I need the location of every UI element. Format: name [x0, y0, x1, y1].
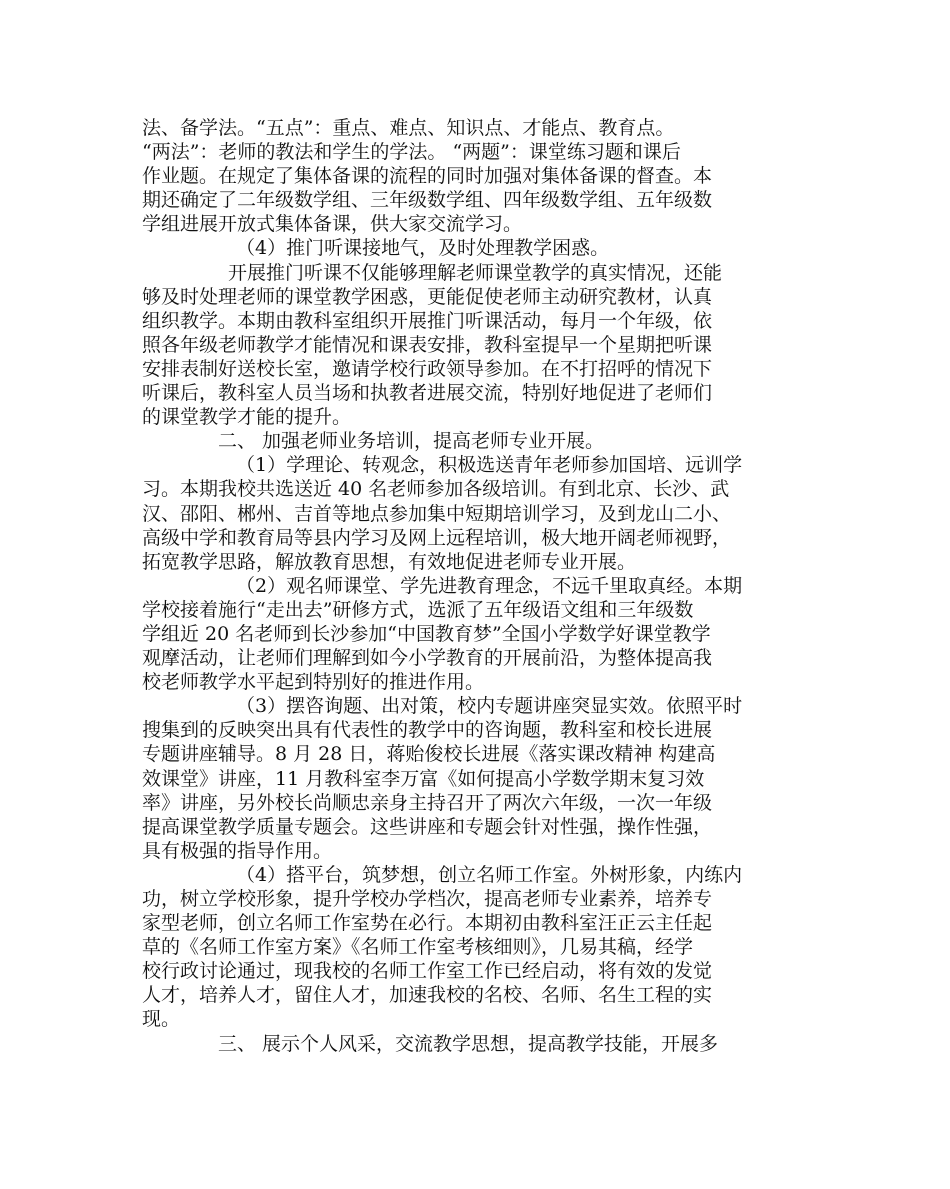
- text-line: 具有极强的指导作用。: [142, 839, 333, 862]
- document-page: [142, 116, 822, 1056]
- text-line: （1）学理论、转观念，积极选送青年老师参加国培、远训学: [236, 454, 743, 477]
- text-line: 家型老师，创立名师工作室势在必行。本期初由教科室汪正云主任起: [142, 912, 713, 935]
- text-line: 草的《名师工作室方案》《名师工作室考核细则》，几易其稿，经学: [142, 936, 694, 959]
- text-line: 高级中学和教育局等县内学习及网上远程培训，极大地开阔老师视野，: [142, 526, 732, 549]
- text-line: 学组进展开放式集体备课，供大家交流学习。: [142, 213, 523, 236]
- text-line: 提高课堂教学质量专题会。这些讲座和专题会针对性强，操作性强，: [142, 815, 713, 838]
- text-line: 人才，培养人才，留住人才，加速我校的名校、名师、名生工程的实: [142, 984, 713, 1007]
- text-line: 照各年级老师教学才能情况和课表安排，教科室提早一个星期把听课: [142, 333, 713, 356]
- text-line: 二、 加强老师业务培训，提高老师专业开展。: [218, 430, 605, 453]
- text-line: 学校接着施行“走出去”研修方式，选派了五年级语文组和三年级数: [142, 598, 694, 621]
- text-line: （4）搭平台，筑梦想，创立名师工作室。外树形象，内练内: [236, 863, 743, 886]
- text-line: 观摩活动，让老师们理解到如今小学教育的开展前沿，为整体提高我: [142, 647, 713, 670]
- text-line: 搜集到的反映突出具有代表性的教学中的咨询题，教科室和校长进展: [142, 719, 713, 742]
- text-line: 习。本期我校共选送近 40 名老师参加各级培训。有到北京、长沙、武: [142, 478, 730, 501]
- text-line: 效课堂》讲座，11 月教科室李万富《如何提高小学数学期末复习效: [142, 767, 705, 790]
- text-line: 拓宽教学思路，解放教育思想，有效地促进老师专业开展。: [142, 550, 637, 573]
- text-line: （3）摆咨询题、出对策，校内专题讲座突显实效。依照平时: [236, 695, 743, 718]
- text-line: 率》讲座，另外校长尚顺忠亲身主持召开了两次六年级，一次一年级: [142, 791, 713, 814]
- text-line: 三、 展示个人风采，交流教学思想，提高教学技能，开展多: [218, 1032, 719, 1055]
- text-line: 组织教学。本期由教科室组织开展推门听课活动，每月一个年级，依: [142, 309, 713, 332]
- text-line: 安排表制好送校长室，邀请学校行政领导参加。在不打招呼的情况下: [142, 357, 713, 380]
- text-line: 校老师教学水平起到特别好的推进作用。: [142, 671, 485, 694]
- text-line: 校行政讨论通过，现我校的名师工作室工作已经启动，将有效的发觉: [142, 960, 713, 983]
- text-line: 现。: [142, 1008, 181, 1031]
- text-line: “两法”：老师的教法和学生的学法。 “两题”：课堂练习题和课后: [142, 141, 681, 164]
- text-line: 听课后，教科室人员当场和执教者进展交流，特别好地促进了老师们: [142, 382, 713, 405]
- text-line: 功，树立学校形象，提升学校办学档次，提高老师专业素养，培养专: [142, 888, 713, 910]
- text-line: 汉、邵阳、郴州、吉首等地点参加集中短期培训学习，及到龙山二小、: [142, 502, 732, 525]
- text-line: 期还确定了二年级数学组、三年级数学组、四年级数学组、五年级数: [142, 189, 713, 212]
- text-line: （2）观名师课堂、学先进教育理念，不远千里取真经。本期: [236, 574, 743, 597]
- text-line: 法、备学法。“五点”：重点、难点、知识点、才能点、教育点。: [142, 117, 675, 139]
- text-line: 学组近 20 名老师到长沙参加“中国教育梦”全国小学数学好课堂教学: [142, 622, 711, 645]
- text-line: 的课堂教学才能的提升。: [142, 406, 352, 429]
- text-line: 够及时处理老师的课堂教学困惑，更能促使老师主动研究教材，认真: [142, 285, 713, 308]
- text-line: 专题讲座辅导。8 月 28 日，蒋贻俊校长进展《落实课改精神 构建高: [142, 743, 716, 766]
- text-line: 开展推门听课不仅能够理解老师课堂教学的真实情况，还能: [228, 261, 723, 284]
- text-line: （4）推门听课接地气，及时处理教学困惑。: [236, 237, 610, 260]
- text-line: 作业题。在规定了集体备课的流程的同时加强对集体备课的督查。本: [142, 165, 713, 188]
